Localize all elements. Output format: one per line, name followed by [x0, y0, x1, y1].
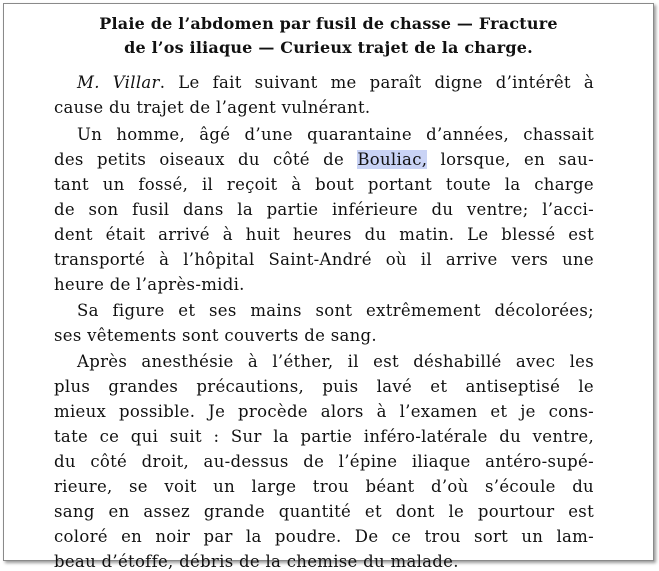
paragraph-2-line-6: transporté à l’hôpital Saint-André où il arrive vers une [54, 250, 594, 269]
article-title-line-2: de l’os iliaque — Curieux trajet de la charge. [124, 38, 533, 57]
paragraph-2-line-4: de son fusil dans la partie inférieure du ventre; l’acci- [54, 200, 594, 219]
paragraph-1-line-1-text: . Le fait suivant me paraît digne d’intérêt à [159, 73, 594, 92]
paragraph-1-line-1 [77, 73, 594, 92]
paragraph-3-line-1: Sa figure et ses mains sont extrêmement décolorées; [77, 301, 594, 320]
paragraph-4-line-4: tate ce qui suit : Sur la partie inféro-latérale du ventre, [54, 427, 594, 446]
paragraph-1-line-2: cause du trajet de l’agent vulnérant. [54, 98, 371, 117]
speaker-name: M. Villar [77, 73, 160, 92]
paragraph-4-line-8: coloré en noir par la poudre. De ce trou sort un lam- [54, 527, 594, 546]
paragraph-2-line-2-post: lorsque, en sau- [427, 150, 594, 169]
paragraph-4-line-7: sang en assez grande quantité et dont le pourtour est [54, 502, 594, 521]
paragraph-4-line-6: rieure, se voit un large trou béant d’où s’écoule du [54, 477, 594, 496]
paragraph-2-line-1: Un homme, âgé d’une quarantaine d’années, chassait [77, 125, 594, 144]
paragraph-2-line-3: tant un fossé, il reçoit à bout portant toute la charge [54, 175, 594, 194]
paragraph-2-line-5: dent était arrivé à huit heures du matin. Le blessé est [54, 225, 594, 244]
highlighted-word[interactable]: Bouliac, [357, 150, 428, 169]
paragraph-3-line-2: ses vêtements sont couverts de sang. [54, 326, 377, 345]
paragraph-2-line-7: heure de l’après-midi. [54, 275, 245, 294]
article-title-line-1: Plaie de l’abdomen par fusil de chasse — Fracture [99, 14, 558, 33]
paragraph-2-line-2-pre: des petits oiseaux du côté de [54, 150, 358, 169]
paragraph-2-line-2 [54, 150, 594, 169]
paragraph-4-line-1: Après anesthésie à l’éther, il est déshabillé avec les [77, 352, 594, 371]
paragraph-4-line-3: mieux possible. Je procède alors à l’examen et je cons- [54, 402, 594, 421]
document-page [3, 3, 654, 571]
paragraph-4-line-5: du côté droit, au-dessus de l’épine iliaque antéro-supé- [54, 452, 594, 471]
paragraph-4-line-9: beau d’étoffe, débris de la chemise du malade. [54, 552, 459, 571]
paragraph-4-line-2: plus grandes précautions, puis lavé et antiseptisé le [54, 377, 594, 396]
